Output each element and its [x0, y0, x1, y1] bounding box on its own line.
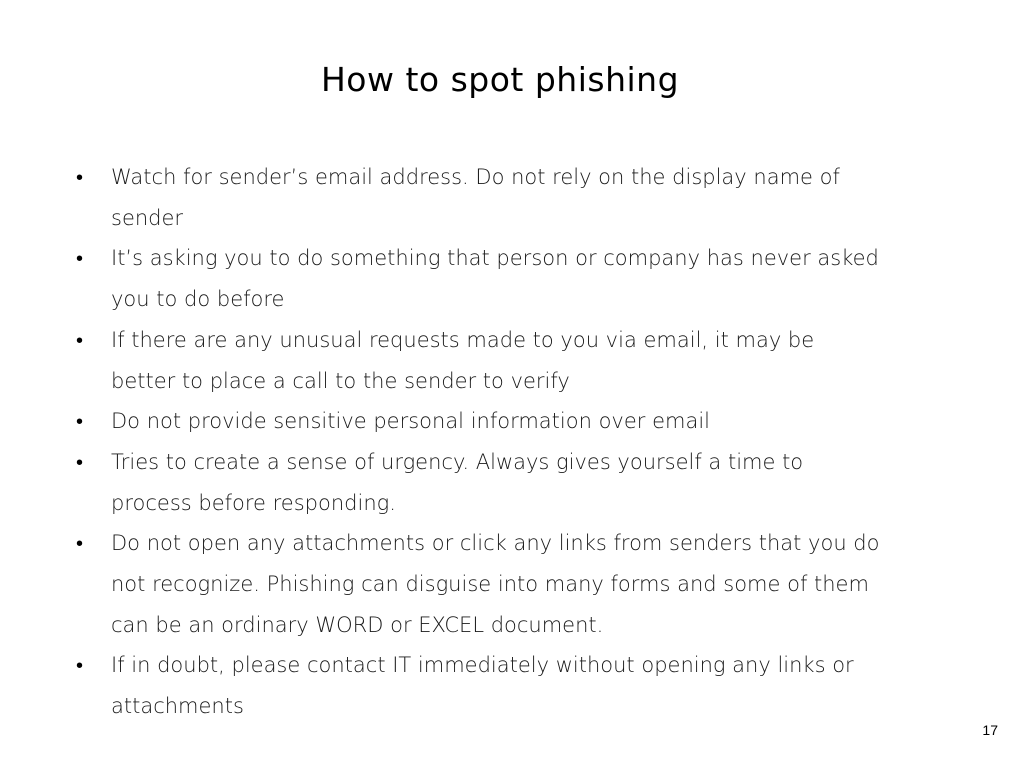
- bullet-text: If in doubt, please contact IT immediately without opening any links or attachments: [111, 653, 854, 719]
- bullet-item: [76, 442, 956, 523]
- bullet-icon: •: [76, 653, 84, 678]
- bullet-icon: •: [76, 409, 84, 434]
- bullet-list: [76, 157, 956, 727]
- bullet-item: [76, 523, 956, 645]
- bullet-item: [76, 645, 956, 726]
- bullet-text: If there are any unusual requests made to you via email, it may be better to place a call to the sender to verify: [111, 327, 815, 393]
- bullet-item: [76, 401, 956, 442]
- bullet-item: [76, 320, 956, 401]
- bullet-item: [76, 238, 956, 319]
- bullet-icon: •: [76, 449, 84, 474]
- slide-title: How to spot phishing: [320, 60, 680, 99]
- bullet-icon: •: [76, 165, 84, 189]
- bullet-icon: •: [76, 531, 84, 556]
- bullet-text: Tries to create a sense of urgency. Always gives yourself a time to process before responding.: [111, 449, 804, 515]
- bullet-text: Watch for sender’s email address. Do not rely on the display name of sender: [111, 165, 840, 230]
- bullet-icon: •: [76, 246, 84, 271]
- page-number: 17: [982, 722, 998, 738]
- bullet-icon: •: [76, 327, 84, 352]
- bullet-item: [76, 157, 956, 238]
- bullet-text: Do not provide sensitive personal information over email: [111, 409, 710, 434]
- bullet-text: Do not open any attachments or click any links from senders that you do not recognize. Phishing can disguise into many forms and some of them can be an ordinary WORD or EXCEL document.: [111, 531, 880, 637]
- bullet-text: It’s asking you to do something that person or company has never asked you to do before: [111, 246, 879, 312]
